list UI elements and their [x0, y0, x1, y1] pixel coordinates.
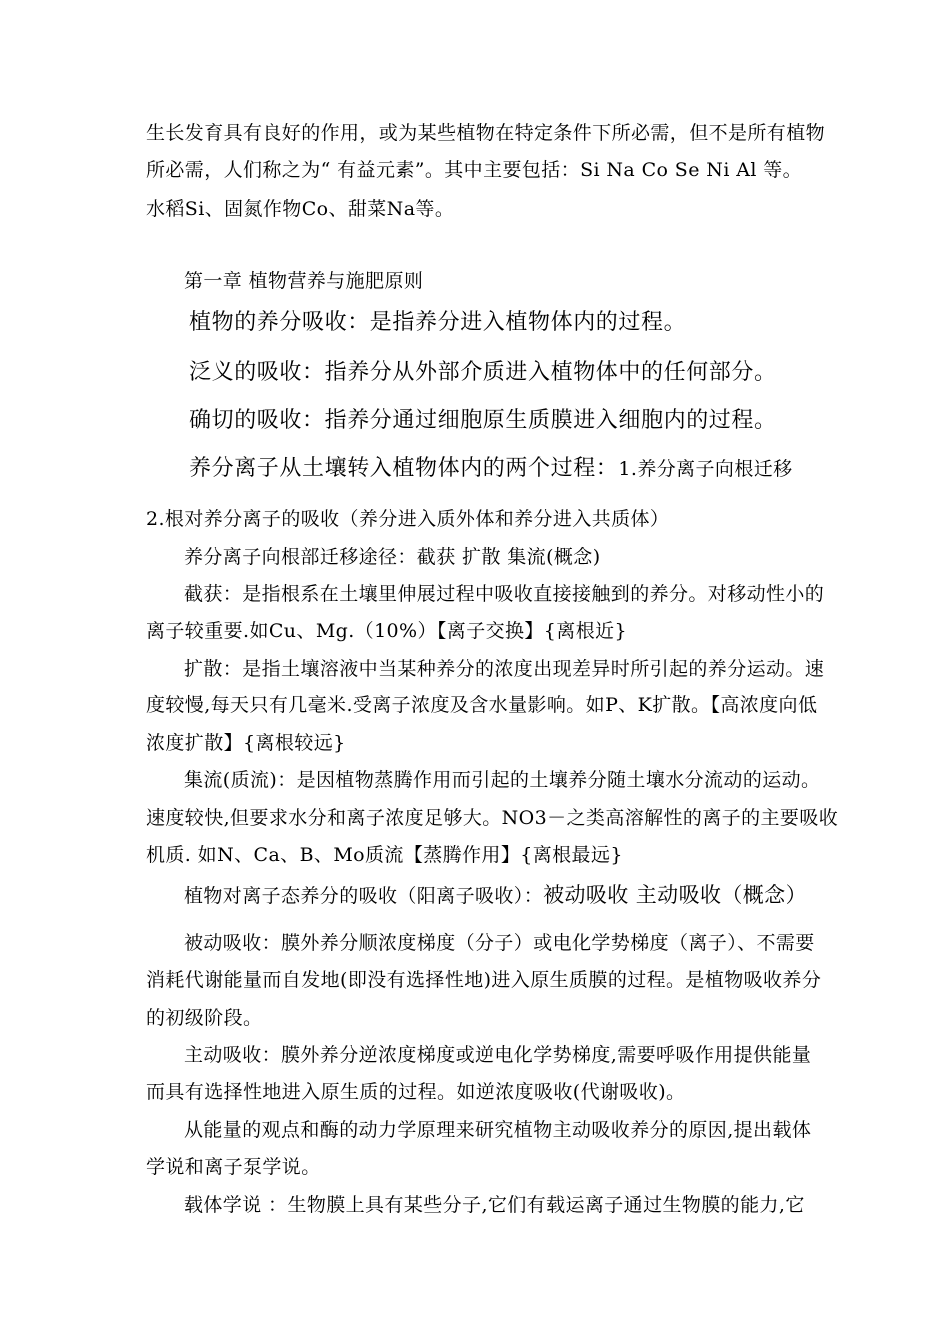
two-process-heading: 养分离子从土壤转入植物体内的两个过程： — [189, 456, 619, 481]
carrier-line-1: 载体学说 ：生物膜上具有某些分子,它们有载运离子通过生物膜的能力,它 — [184, 1194, 805, 1216]
two-process-step-1: 1.养分离子向根迁移 — [618, 458, 793, 480]
diffusion-line-2: 度较慢,每天只有几毫米.受离子浓度及含水量影响。如P、K扩散。【高浓度向低 — [146, 694, 818, 716]
intro-line-1: 生长发育具有良好的作用，或为某些植物在特定条件下所必需，但不是所有植物 — [146, 122, 826, 144]
diffusion-line-1: 扩散：是指土壤溶液中当某种养分的浓度出现差异时所引起的养分运动。速 — [184, 658, 825, 680]
passive-line-1: 被动吸收：膜外养分顺浓度梯度（分子）或电化学势梯度（离子）、不需要 — [184, 932, 815, 954]
massflow-line-1: 集流(质流)：是因植物蒸腾作用而引起的土壤养分随土壤水分流动的运动。 — [184, 769, 821, 791]
passive-line-2: 消耗代谢能量而自发地(即没有选择性地)进入原生质膜的过程。是植物吸收养分 — [146, 969, 822, 991]
passive-line-3: 的初级阶段。 — [146, 1007, 263, 1029]
two-process-line — [189, 454, 793, 484]
massflow-line-3: 机质. 如N、Ca、B、Mo质流【蒸腾作用】{离根最远} — [146, 844, 623, 866]
definition-broad: 泛义的吸收：指养分从外部介质进入植物体中的任何部分。 — [189, 360, 777, 385]
massflow-line-2: 速度较快,但要求水分和离子浓度足够大。NO3－之类高溶解性的离子的主要吸收 — [146, 807, 839, 829]
chapter-title: 第一章 植物营养与施肥原则 — [184, 270, 424, 292]
intercept-line-2: 离子较重要.如Cu、Mg.（10%）【离子交换】{离根近} — [146, 620, 627, 642]
energy-line-2: 学说和离子泵学说。 — [146, 1156, 321, 1178]
migration-title: 养分离子向根部迁移途径：截获 扩散 集流(概念) — [184, 546, 601, 568]
uptake-title: 植物对离子态养分的吸收（阳离子吸收）： — [184, 885, 544, 907]
uptake-title-line — [184, 882, 807, 909]
diffusion-line-3: 浓度扩散】{离根较远} — [146, 732, 346, 754]
active-line-2: 而具有选择性地进入原生质的过程。如逆浓度吸收(代谢吸收)。 — [146, 1081, 686, 1103]
two-process-step-2: 2.根对养分离子的吸收（养分进入质外体和养分进入共质体） — [146, 508, 670, 530]
energy-line-1: 从能量的观点和酶的动力学原理来研究植物主动吸收养分的原因,提出载体 — [184, 1119, 812, 1141]
definition-exact: 确切的吸收：指养分通过细胞原生质膜进入细胞内的过程。 — [189, 408, 777, 433]
intro-line-3: 水稻Si、固氮作物Co、甜菜Na等。 — [146, 198, 455, 220]
intercept-line-1: 截获：是指根系在土壤里伸展过程中吸收直接接触到的养分。对移动性小的 — [184, 583, 825, 605]
uptake-types: 被动吸收 主动吸收（概念） — [543, 883, 807, 907]
intro-line-2: 所必需，人们称之为“ 有益元素”。其中主要包括：Si Na Co Se Ni Al 等。 — [146, 159, 803, 181]
definition-absorption: 植物的养分吸收：是指养分进入植物体内的过程。 — [189, 310, 687, 335]
active-line-1: 主动吸收：膜外养分逆浓度梯度或逆电化学势梯度,需要呼吸作用提供能量 — [184, 1044, 812, 1066]
